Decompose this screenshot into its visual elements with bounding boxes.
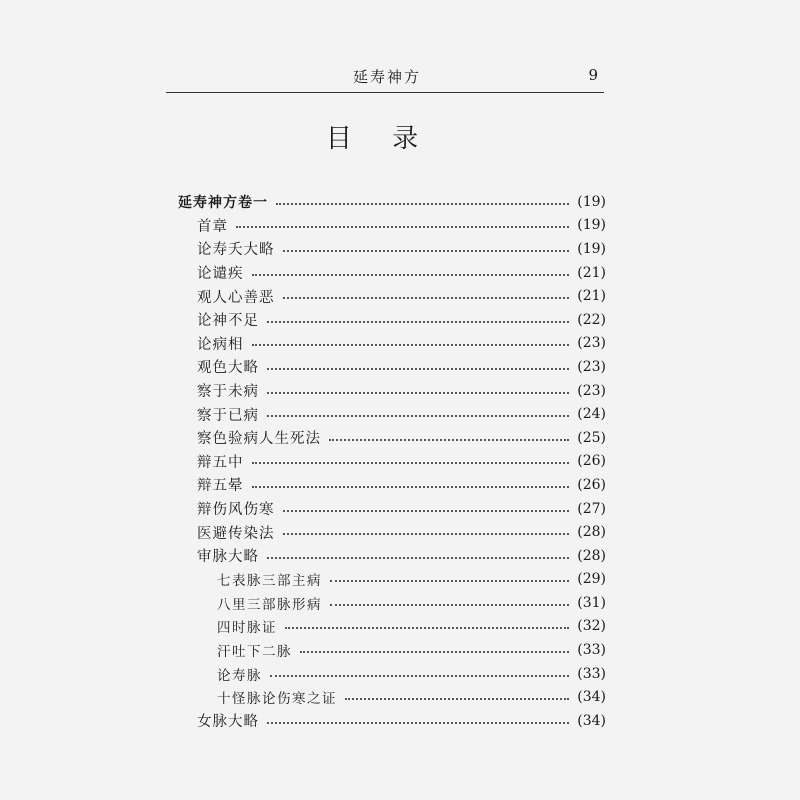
toc-entry [178,308,606,332]
dot-leader [236,224,569,228]
toc-entry-page: (32) [577,618,606,635]
running-header [166,60,604,93]
toc-entry [178,214,606,238]
toc-entry-page: (33) [577,665,606,682]
toc-entry-title: 观人心善恶 [197,289,275,306]
toc-entry-page: (33) [577,642,606,659]
toc-entry-page: (21) [577,264,606,281]
toc-entry-page: (19) [577,240,606,257]
dot-leader [330,602,569,606]
dot-leader [252,342,570,346]
toc-entry [178,544,606,568]
toc-entry-page: (29) [577,571,606,588]
toc-entry [178,709,606,733]
toc-entry-title: 首章 [197,218,228,235]
dot-leader [345,696,569,700]
dot-leader [267,319,569,323]
toc-entry [178,591,606,615]
toc-entry [178,450,606,474]
toc-entry-page: (27) [577,500,606,517]
dot-leader [252,460,570,464]
dot-leader [276,201,569,205]
toc-entry-page: (21) [577,288,606,305]
dot-leader [267,413,569,417]
toc-entry-title: 汗吐下二脉 [217,644,292,661]
toc-entry-page: (22) [577,311,606,328]
toc-entry-title: 观色大略 [197,360,259,377]
toc-entry-title: 七表脉三部主病 [217,573,322,590]
toc-entry-title: 四时脉证 [217,620,277,637]
toc-entry-title: 辩五晕 [197,478,244,495]
toc-entry [178,284,606,308]
dot-leader [270,673,569,677]
dot-leader [267,555,569,559]
toc-entry-page: (26) [577,476,606,493]
toc-entry [178,568,606,592]
toc-entry [178,237,606,261]
toc-entry-title: 辩五中 [197,454,244,471]
dot-leader [300,649,569,653]
toc-entry-page: (23) [577,382,606,399]
toc-entry-page: (19) [577,193,606,210]
toc-entry [178,261,606,285]
toc-entry [178,402,606,426]
toc-entry-title: 察于已病 [197,407,259,424]
toc-entry-title: 医避传染法 [197,525,275,542]
dot-leader [252,484,570,488]
toc-entry-title: 论神不足 [197,313,259,330]
toc-entry-title: 察色验病人生死法 [197,431,321,448]
toc-entry-page: (28) [577,524,606,541]
toc-entry-title: 八里三部脉形病 [217,596,322,613]
page-number: 9 [588,66,598,84]
toc-entry-title: 论寿夭大略 [197,242,275,259]
toc-heading: 目 录 [325,124,435,154]
toc-entry [178,685,606,709]
toc-entry-title: 论病相 [197,336,244,353]
dot-leader [329,437,569,441]
toc-entry [178,615,606,639]
dot-leader [285,625,569,629]
toc-entry-page: (24) [577,406,606,423]
toc-entry-title: 女脉大略 [197,714,259,731]
toc-entry-title: 论寿脉 [217,667,262,684]
toc-entry-title: 延寿神方卷一 [178,194,268,211]
toc-entry [178,379,606,403]
toc-entry-page: (34) [577,712,606,729]
running-title: 延寿神方 [353,68,422,86]
toc-entry-page: (19) [577,217,606,234]
dot-leader [267,720,569,724]
dot-leader [283,248,570,252]
toc-entry-title: 察于未病 [197,384,259,401]
toc-entry-page: (26) [577,453,606,470]
toc-entry-page: (23) [577,358,606,375]
toc-entry-page: (25) [577,429,606,446]
dot-leader [252,272,570,276]
toc-entry [178,662,606,686]
toc-entry [178,497,606,521]
dot-leader [283,295,570,299]
toc-entry [178,426,606,450]
toc-entry-page: (23) [577,335,606,352]
dot-leader [267,390,569,394]
toc-entry-title: 十怪脉论伤寒之证 [217,691,337,708]
toc-entry-title: 辩伤风伤寒 [197,502,275,519]
dot-leader [330,578,569,582]
toc-entry [178,355,606,379]
toc-entry [178,638,606,662]
toc-list [178,190,606,733]
toc-entry [178,332,606,356]
toc-entry [178,520,606,544]
dot-leader [267,366,569,370]
toc-entry-title: 审脉大略 [197,549,259,566]
toc-entry [178,473,606,497]
toc-entry-page: (28) [577,547,606,564]
toc-entry-page: (31) [577,594,606,611]
toc-entry-page: (34) [577,689,606,706]
toc-entry [178,190,606,214]
toc-entry-title: 论谴疾 [197,266,244,283]
dot-leader [283,531,570,535]
dot-leader [283,508,570,512]
